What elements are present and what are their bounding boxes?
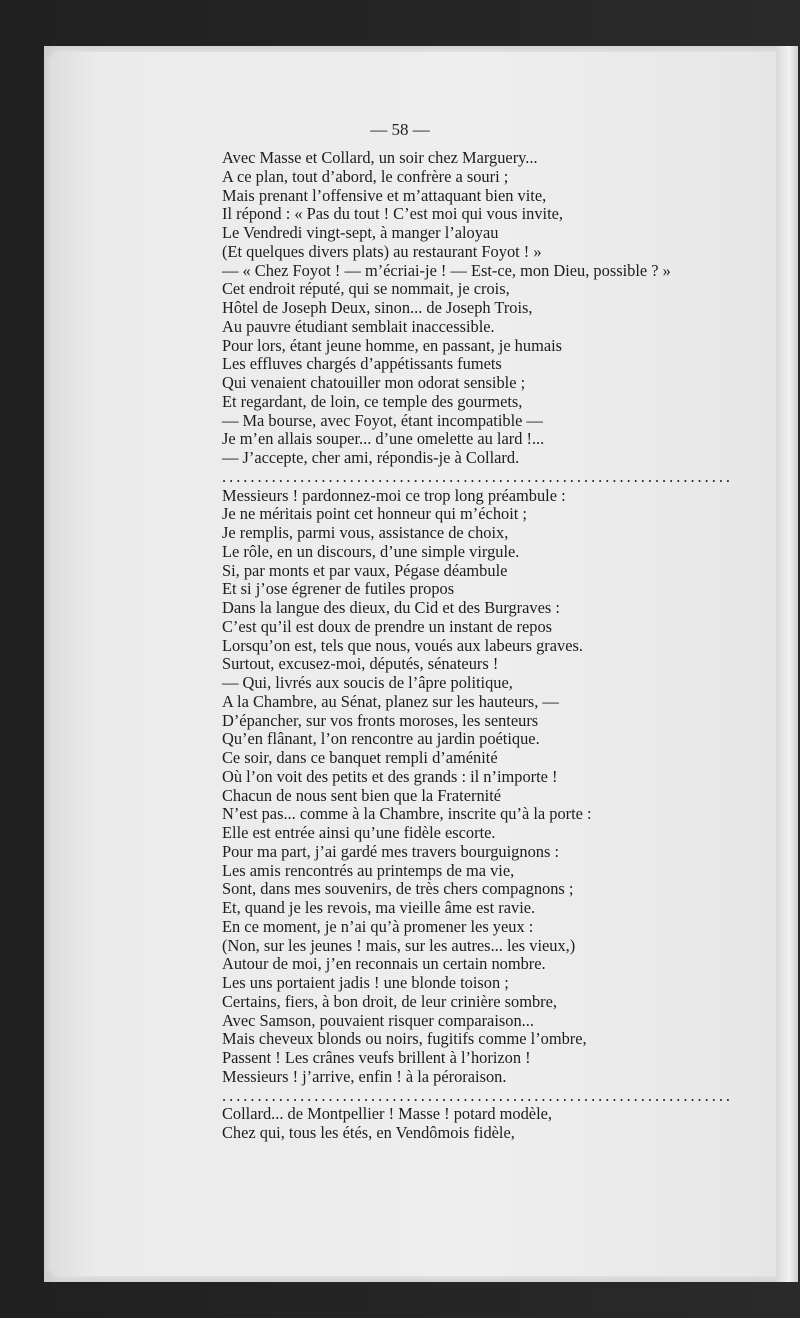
text-line: Collard... de Montpellier ! Masse ! potard modèle, bbox=[222, 1104, 553, 1124]
text-line: Je ne méritais point cet honneur qui m’échoit ; bbox=[222, 504, 527, 524]
text-line: (Non, sur les jeunes ! mais, sur les autres... les vieux,) bbox=[222, 935, 576, 955]
text-line: Pour lors, étant jeune homme, en passant, je humais bbox=[222, 335, 563, 355]
text-line: N’est pas... comme à la Chambre, inscrite qu’à la porte : bbox=[222, 804, 592, 824]
text-line: Le Vendredi vingt-sept, à manger l’aloyau bbox=[222, 223, 499, 242]
stanza-3 bbox=[222, 1105, 782, 1143]
text-line: Surtout, excusez-moi, députés, sénateurs ! bbox=[222, 654, 499, 674]
text-line: Mais prenant l’offensive et m’attaquant bien vite, bbox=[222, 185, 547, 205]
page-number: — 58 — bbox=[370, 120, 430, 139]
text-line: — « Chez Foyot ! — m’écriai-je ! — Est-ce, mon Dieu, possible ? » bbox=[222, 260, 671, 280]
text-line: Et, quand je les revois, ma vieille âme est ravie. bbox=[222, 898, 536, 917]
text-line: Si, par monts et par vaux, Pégase déambule bbox=[222, 560, 508, 580]
text-line: Pour ma part, j’ai gardé mes travers bourguignons : bbox=[222, 841, 559, 861]
text-line: Il répond : « Pas du tout ! C’est moi qui vous invite, bbox=[222, 204, 563, 224]
text-line: Les uns portaient jadis ! une blonde toison ; bbox=[222, 973, 509, 992]
text-line: Les effluves chargés d’appétissants fumets bbox=[222, 354, 502, 374]
text-line: Chez qui, tous les étés, en Vendômois fidèle, bbox=[222, 1123, 515, 1142]
text-line: Messieurs ! pardonnez-moi ce trop long préambule : bbox=[222, 485, 566, 505]
text-line: Cet endroit réputé, qui se nommait, je crois, bbox=[222, 279, 510, 299]
text-line: Elle est entrée ainsi qu’une fidèle escorte. bbox=[222, 823, 496, 842]
text-line: Les amis rencontrés au printemps de ma vie, bbox=[222, 860, 515, 880]
text-line: Où l’on voit des petits et des grands : il n’importe ! bbox=[222, 766, 558, 786]
text-line: — Qui, livrés aux soucis de l’âpre politique, bbox=[222, 673, 513, 692]
text-line: Certains, fiers, à bon droit, de leur crinière sombre, bbox=[222, 991, 557, 1011]
text-line: Chacun de nous sent bien que la Fraternité bbox=[222, 785, 502, 805]
text-line: A la Chambre, au Sénat, planez sur les hauteurs, — bbox=[222, 691, 559, 711]
text-line: Mais cheveux blonds ou noirs, fugitifs comme l’ombre, bbox=[222, 1029, 587, 1049]
text-line: Avec Samson, pouvaient risquer comparaison... bbox=[222, 1010, 534, 1030]
stanza-1 bbox=[222, 149, 782, 468]
separator-dots: ........................................................................ bbox=[222, 467, 734, 486]
separator-dots: ........................................................................ bbox=[222, 1086, 734, 1105]
text-line: D’épancher, sur vos fronts moroses, les senteurs bbox=[222, 710, 539, 730]
text-line: Autour de moi, j’en reconnais un certain nombre. bbox=[222, 954, 546, 974]
text-line: Et regardant, de loin, ce temple des gourmets, bbox=[222, 391, 523, 411]
text-line: Messieurs ! j’arrive, enfin ! à la péroraison. bbox=[222, 1066, 507, 1086]
text-line: Je remplis, parmi vous, assistance de choix, bbox=[222, 523, 509, 542]
text-line: — Ma bourse, avec Foyot, étant incompatible — bbox=[222, 410, 543, 430]
text-line: Avec Masse et Collard, un soir chez Marguery... bbox=[222, 148, 538, 167]
text-line: Qui venaient chatouiller mon odorat sensible ; bbox=[222, 373, 526, 392]
text-line: Je m’en allais souper... d’une omelette au lard !... bbox=[222, 429, 545, 449]
text-line: Passent ! Les crânes veufs brillent à l’horizon ! bbox=[222, 1048, 531, 1067]
text-line: C’est qu’il est doux de prendre un instant de repos bbox=[222, 616, 553, 636]
text-line: Dans la langue des dieux, du Cid et des Burgraves : bbox=[222, 598, 560, 617]
poem-text bbox=[222, 149, 782, 1143]
text-line: Le rôle, en un discours, d’une simple virgule. bbox=[222, 541, 520, 561]
text-line: Hôtel de Joseph Deux, sinon... de Joseph Trois, bbox=[222, 298, 533, 317]
text-line: En ce moment, je n’ai qu’à promener les yeux : bbox=[222, 916, 534, 936]
text-line: Sont, dans mes souvenirs, de très chers compagnons ; bbox=[222, 879, 574, 899]
text-line: Ce soir, dans ce banquet rempli d’aménité bbox=[222, 748, 498, 767]
text-line: — J’accepte, cher ami, répondis-je à Collard. bbox=[222, 448, 520, 467]
text-line: Au pauvre étudiant semblait inaccessible. bbox=[222, 316, 495, 336]
text-line: Lorsqu’on est, tels que nous, voués aux labeurs graves. bbox=[222, 635, 583, 655]
stanza-2 bbox=[222, 487, 782, 1087]
text-line: Et si j’ose égrener de futiles propos bbox=[222, 579, 455, 599]
text-line: (Et quelques divers plats) au restaurant Foyot ! » bbox=[222, 241, 542, 261]
text-line: A ce plan, tout d’abord, le confrère a souri ; bbox=[222, 166, 509, 186]
text-line: Qu’en flânant, l’on rencontre au jardin poétique. bbox=[222, 729, 540, 749]
